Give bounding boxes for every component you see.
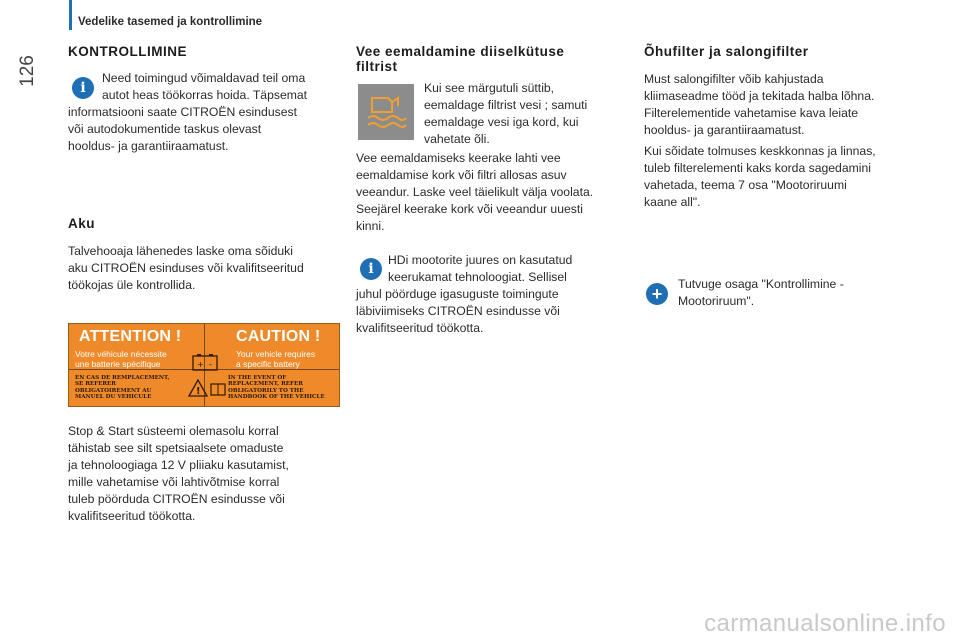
text-line: eemaldage filtrist vesi ; samuti	[424, 98, 588, 112]
section-title: Vedelike tasemed ja kontrollimine	[78, 16, 263, 28]
fuel-filter-icon	[364, 92, 408, 132]
label-en-small: IN THE EVENT OF REPLACEMENT, REFER OBLIGATORILY TO THE HANDBOOK OF THE VEHICLE	[228, 375, 325, 401]
text-line: informatsiooni saate CITROËN esindusest	[68, 105, 297, 119]
text-line: kaane all".	[644, 195, 701, 209]
text-line: mille vahetamise või lahtivõtmise korral	[68, 475, 280, 489]
svg-text:+: +	[197, 360, 204, 369]
text-line: Vee eemaldamiseks keerake lahti vee	[356, 151, 561, 165]
text-line: eemaldage vesi iga kord, kui	[424, 115, 579, 129]
note-rest	[68, 104, 297, 155]
hdi-line-1: HDi mootorite juures on kasutatud	[388, 253, 573, 267]
label-en-title: CAUTION !	[236, 328, 321, 345]
svg-text:!: !	[196, 386, 201, 397]
text-line: Kui sõidate tolmuses keskkonnas ja linnas,	[644, 144, 876, 158]
icon-description	[424, 80, 587, 148]
text-line: või autodokumentide taskus olevast	[68, 122, 262, 136]
heading-kontrollimine: KONTROLLIMINE	[68, 44, 187, 59]
svg-text:-: -	[209, 360, 212, 369]
text-line: vahetada, teema 7 osa "Mootoriruumi	[644, 178, 847, 192]
label-en-sub: Your vehicle requires a specific battery	[236, 349, 316, 369]
text-line: hooldus- ja garantiiraamatust.	[644, 123, 805, 137]
note-line-1: Need toimingud võimaldavad teil oma	[102, 71, 306, 85]
text-line: Kui see märgutuli süttib,	[424, 81, 555, 95]
stop-start-text	[68, 423, 289, 525]
info-icon: i	[360, 258, 382, 280]
note-line-2: autot heas töökorras hoida. Täpsemat	[102, 88, 308, 102]
text-line: Talvehooaja lähenedes laske oma sõiduki	[68, 244, 293, 258]
text-line: kinni.	[356, 219, 385, 233]
text-line: kvalifitseeritud töökotta.	[68, 509, 196, 523]
text-line: tähistab see silt spetsiaalsete omaduste	[68, 441, 284, 455]
label-fr-title: ATTENTION !	[79, 328, 182, 345]
heading-vee-eemaldamine: Vee eemaldamine diiselkütuse filtrist	[356, 44, 565, 74]
text-line: tuleb pöörduda CITROËN esindusse või	[68, 492, 285, 506]
text-line: vahetate õli.	[424, 132, 490, 146]
filter-para-2	[644, 143, 876, 211]
text-line: eemaldamise kork või filtri allosas asuv	[356, 168, 567, 182]
heading-aku: Aku	[68, 216, 96, 231]
hdi-line-2: keerukamat tehnoloogiat. Sellisel	[388, 270, 567, 284]
watermark: carmanualsonline.info	[704, 610, 946, 637]
text-line: tuleb filterelementi kaks korda sagedamini	[644, 161, 871, 175]
text-line: aku CITROËN esinduses või kvalifitseeritud	[68, 261, 304, 275]
filter-para-1	[644, 71, 874, 139]
text-line: kvalifitseeritud töökotta.	[356, 321, 484, 335]
text-line: juhul pöörduge igasuguste toimingute	[356, 287, 559, 301]
battery-icon	[179, 354, 229, 406]
text-line: Filterelementide vahetamise kava leiate	[644, 106, 859, 120]
label-fr-small: EN CAS DE REMPLACEMENT, SE REFERER OBLIGATOIREMENT AU MANUEL DU VEHICULE	[75, 375, 170, 401]
text-line: Must salongifilter võib kahjustada	[644, 72, 824, 86]
plus-icon: +	[646, 283, 668, 305]
text-line: Stop & Start süsteemi olemasolu korral	[68, 424, 279, 438]
page-number: 126	[17, 55, 39, 87]
text-line: veeandur. Laske veel täielikult välja voolata.	[356, 185, 594, 199]
text-line: Tutvuge osaga "Kontrollimine -	[678, 277, 844, 291]
hdi-rest	[356, 286, 560, 337]
battery-warning-label	[68, 323, 340, 407]
header-accent-bar	[69, 0, 72, 30]
text-line: läbiviimiseks CITROËN esindusse või	[356, 304, 560, 318]
label-fr-sub: Votre véhicule nécessite une batterie spécifique	[75, 349, 167, 369]
reference-text	[678, 276, 844, 310]
text-line: Seejärel keerake kork või veeandur uuesti	[356, 202, 583, 216]
text-line: Mootoriruum".	[678, 294, 755, 308]
text-line: hooldus- ja garantiiraamatust.	[68, 139, 229, 153]
aku-text	[68, 243, 304, 294]
water-in-fuel-warning-icon	[358, 84, 414, 140]
drain-instructions	[356, 150, 593, 235]
heading-ohufilter: Õhufilter ja salongifilter	[644, 44, 809, 59]
info-icon: i	[72, 77, 94, 99]
text-line: ja tehnoloogiaga 12 V pliiaku kasutamist,	[68, 458, 289, 472]
text-line: töökojas üle kontrollida.	[68, 278, 196, 292]
text-line: kliimaseadme tööd ja tekitada halba lõhna.	[644, 89, 875, 103]
